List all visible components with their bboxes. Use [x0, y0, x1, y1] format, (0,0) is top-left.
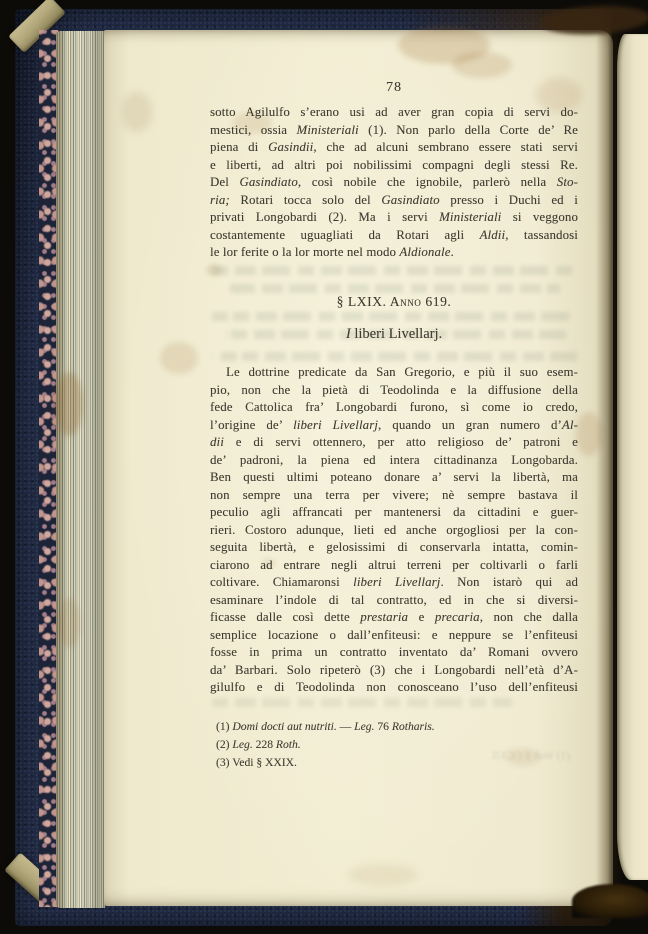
- fox-stain: [160, 342, 198, 374]
- text-line: costantemente uguagliati da Rotari agli Aldii, tassandosi: [210, 227, 578, 242]
- text-line: peculio agli affrancati per mantenersi da cittadini e guer-: [210, 505, 578, 519]
- text-line: ciarono ad entrare negli altrui terreni per coltivarli o farli: [210, 557, 578, 572]
- text-line: sotto Agilulfo s’erano usi ad aver gran copia di servi do-: [210, 105, 578, 119]
- text-line: Ben questi ultimi poteano donare a’ servi la libertà, ma: [210, 470, 578, 484]
- text-line: privati Longobardi (2). Ma i servi Ministeriali si veggono: [210, 210, 578, 224]
- text-line: de’ padroni, la piena ed intera cittadinanza Longobarda.: [210, 452, 578, 467]
- text-line: mestici, ossia Ministeriali (1). Non parlo della Corte de’ Re: [210, 122, 578, 137]
- text-line: le lor ferite o la lor morte nel modo Aldionale.: [210, 245, 454, 259]
- facing-page-edge: [617, 34, 648, 880]
- spine-tailcap: [572, 884, 648, 918]
- footnote: (3) Vedi § XXIX.: [216, 756, 297, 769]
- text-line: ria; Rotari tocca solo del Gasindiato presso i Duchi ed i: [210, 192, 578, 207]
- section-heading: § LXIX. Anno 619.: [336, 294, 452, 309]
- paragraph-continued: [210, 104, 578, 262]
- page-edge-stack: [56, 31, 105, 908]
- fox-stain: [58, 598, 80, 648]
- text-line: coltivare. Chiamaronsi liberi Livellarj. Non istarò qui ad: [210, 575, 578, 589]
- bleedthrough-footnote: (1) Vedi § CCXII.: [489, 750, 570, 762]
- text-line: gilulfo e di Teodolinda non conosceano l’uso dell’enfiteusi: [210, 680, 578, 694]
- text-line: Le dottrine predicate da San Gregorio, e più il suo esem-: [226, 365, 578, 379]
- text-line: e liberti, ad altri poi nobilissimi compagni degli stessi Re.: [210, 157, 578, 172]
- text-line: dii e di servi ottennero, per atto religioso de’ patroni e: [210, 435, 578, 449]
- text-line: non sempre una terra per vivere; nè sempre bastava il: [210, 487, 578, 502]
- text-line: fede Cattolica fra’ Longobardi furono, sì come io credo,: [210, 400, 578, 414]
- footnote: (1) Domi docti aut nutriti. — Leg. 76 Rotharis.: [216, 720, 435, 733]
- text-line: rieri. Costoro adunque, lieti ed anche orgogliosi per la con-: [210, 522, 578, 537]
- footnotes: [216, 718, 576, 772]
- text-line: esaminare l’indole di tal contratto, ed in che si diversi-: [210, 592, 578, 607]
- text-line: fosse in prima un contratto inventato da’ Romani ovvero: [210, 645, 578, 659]
- fox-stain: [55, 372, 83, 436]
- section-subheading: I liberi Livellarj.: [345, 326, 443, 342]
- text-line: semplice locazione o dall’enfiteusi: e neppure se l’enfiteusi: [210, 627, 578, 642]
- text-line: seguita libertà, e gelosissimi di conservarla intatta, comin-: [210, 540, 578, 554]
- page-number: 78: [386, 80, 402, 95]
- text-line: da’ Barbari. Solo ripeterò (3) che i Longobardi nell’età d’A-: [210, 662, 578, 677]
- fox-stain: [122, 92, 152, 132]
- book-page: [104, 30, 613, 906]
- footnote: (2) Leg. 228 Roth.: [216, 738, 301, 751]
- paragraph: [210, 364, 578, 697]
- text-line: l’origine de’ liberi Livellarj, quando un gran numero d’Al-: [210, 417, 578, 432]
- text-line: piena di Gasindii, che ad alcuni sembrano essere stati servi: [210, 140, 578, 154]
- text-block: [210, 30, 578, 906]
- text-line: pio, non che la pietà di Teodolinda e la diffusione della: [210, 382, 578, 397]
- text-line: ficasse dalle così dette prestaria e precaria, non che dalla: [210, 610, 578, 624]
- text-line: Del Gasindiato, così nobile che ignobile, parlerò nella Sto-: [210, 175, 578, 189]
